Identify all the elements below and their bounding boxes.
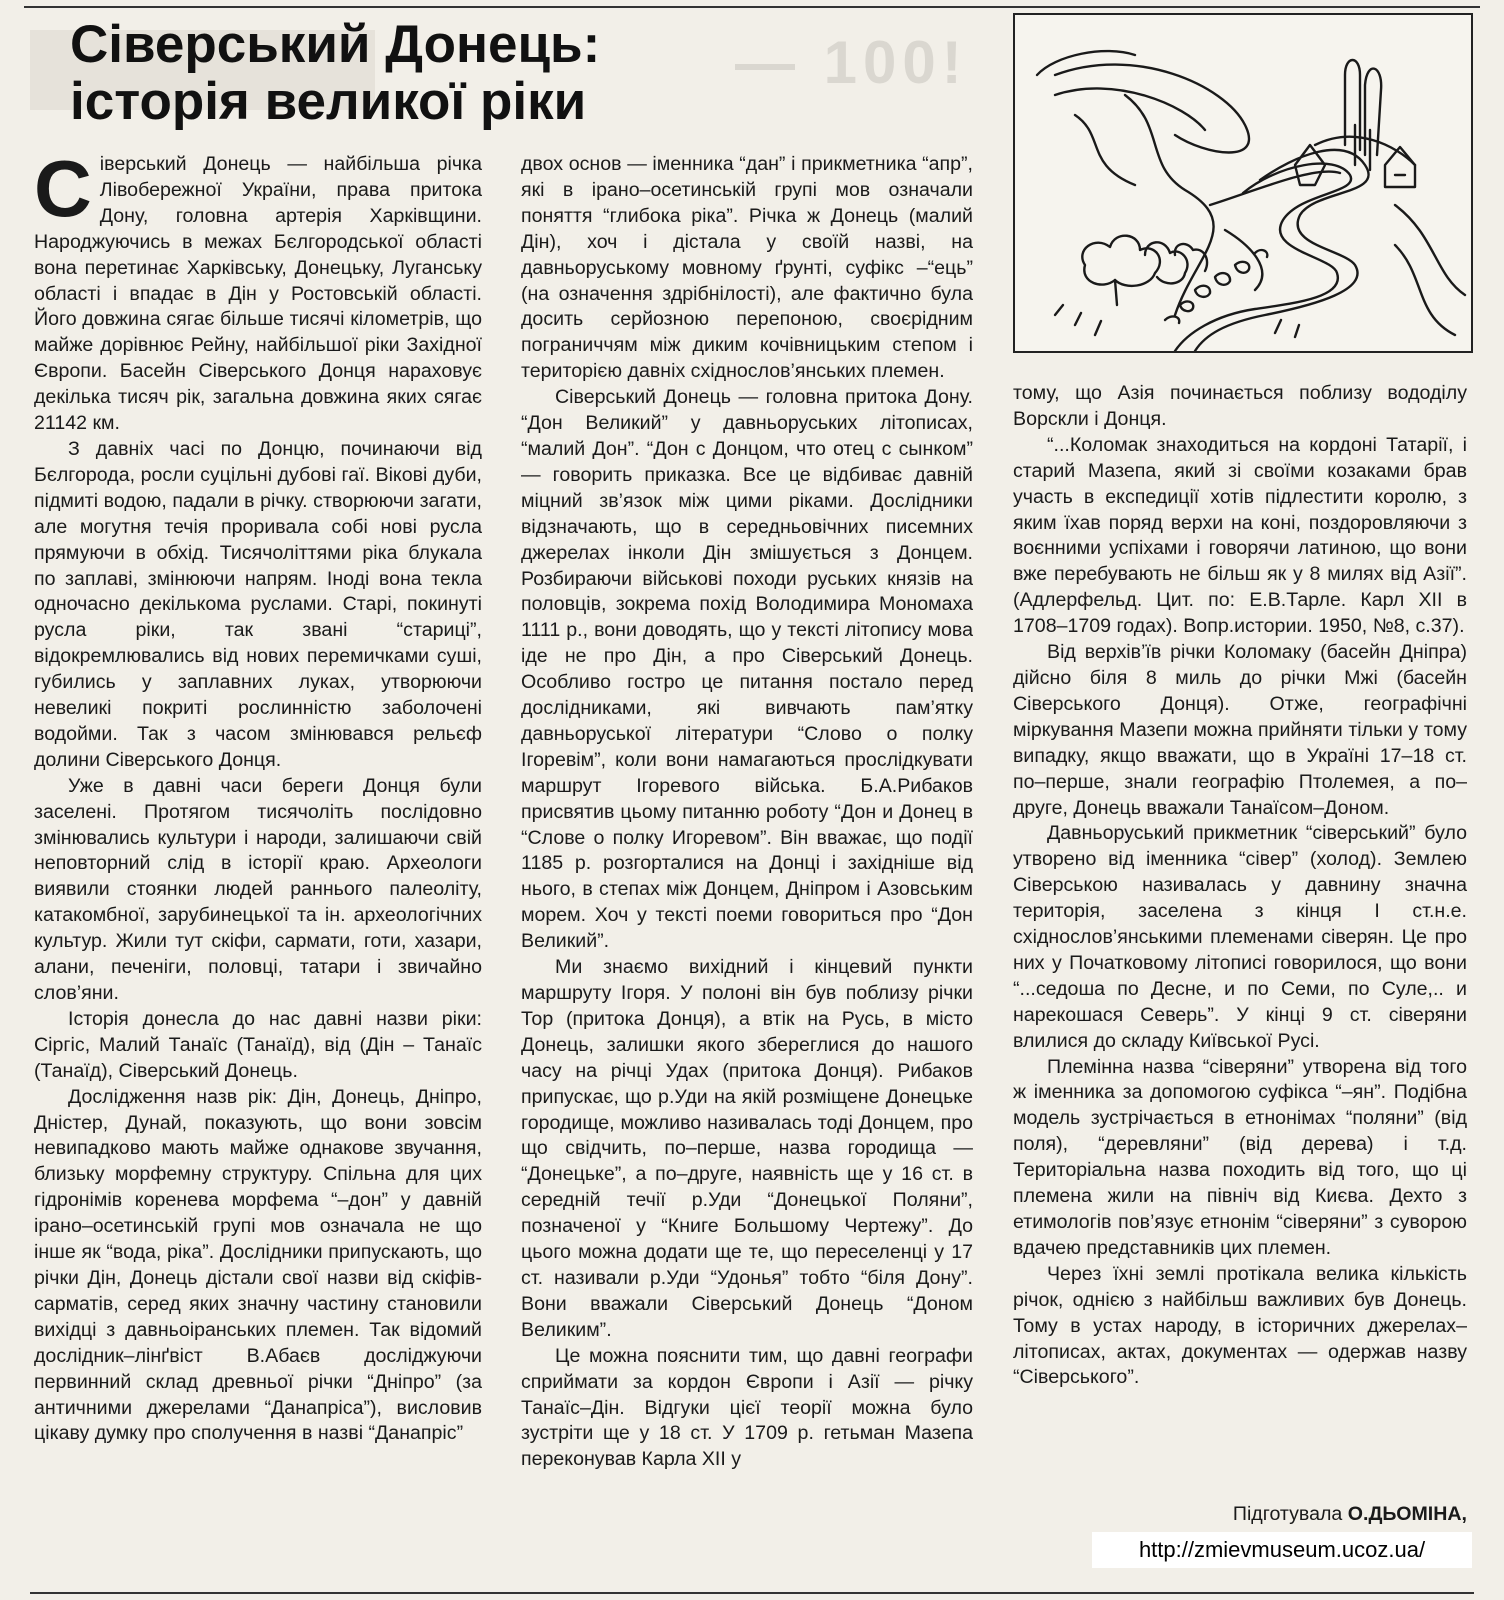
article-headline [70,16,730,130]
paragraph: Це можна пояснити тим, що давні географи сприймати за кордон Європи і Азії — річку Танаїс–Дін. Відгуки цієї теорії можна було зустріти ще у 18 ст. У 1709 р. гетьман Мазепа переконував Карла XII у [521,1344,973,1471]
bleed-through-heading: — 100! [735,29,968,96]
paragraph [34,144,482,437]
paragraph: Давньоруський прикметник “сіверський” було утворено від іменника “сівер” (холод). Землею Сіверською називалась у давнину значна територія, заселена з кінця I ст.н.е. східнослов’янськими племенами сіверян. Це про них у Початковому літописі говорилося, що вони “...седоша по Десне, и по Семи, по Суле,.. и нарекошася Северь”. У кінці 9 ст. сіверяни влилися до складу Київської Русі. [1013,822,1467,1052]
paragraph: Історія донесла до нас давні назви ріки: Сіргіс, Малий Танаїс (Танаїд), від (Дін – Танаїс (Танаїд), Сіверський Донець. [34,1007,482,1082]
paragraph: Сіверський Донець — головна притока Дону. “Дон Великий” у давньоруських літописах, “малий Дон”. “Дон с Донцом, что отец с сынком” — говорить приказка. Все це відбиває давній міцний зв’язок між цими ріками. Дослідники відзначають, що в середньовічних писемних джерелах інколи Дін змішується з Донцем. Розбираючи військові походи руських князів на половців, зокрема похід Володимира Мономаха 1111 р., вони доводять, що у тексті літопису мова іде не про Дін, а про Сіверський Донець. Особливо гостро це питання постало перед дослідниками, які вивчають пам’ятку давньоруської літератури “Слово о полку Ігоревім”, коли вони намагаються прослідкувати маршрут Ігоревого війська. Б.А.Рибаков присвятив цьому питанню роботу “Дон и Донец в “Слове о полку Игоревом”. Він вважає, що події 1185 р. розгорталися на Донці і західніше від нього, в степах між Донцем, Дніпром і Азовським морем. Хоч у тексті поеми говориться про “Дон Великий”. [521,386,973,953]
river-landscape-drawing-icon [1015,15,1471,351]
top-rule [24,6,1480,8]
paragraph: Від верхів’їв річки Коломаку (басейн Дніпра) дійсно біля 8 миль до річки Мжі (басейн Сіверського Донця). Отже, географічні міркування Мазепи можна прийняти тільки у тому випадку, якщо вважати, що в Україні 17–18 ст. по–перше, знали географію Птолемея, а по–друге, Донець вважали Танаїсом–Доном. [1013,641,1467,819]
paragraph: тому, що Азія починається поблизу вододілу Ворскли і Донця. [1013,382,1467,430]
article-column-2 [521,152,973,1473]
paragraph: Через їхні землі протікала велика кількість річок, однією з найбільш важливих був Донець. Тому в устах народу, в історичних джерелах–літописах, актах, документах — одержав назву “Сіверського”. [1013,1262,1467,1389]
headline-line-1: Сіверський Донець: [70,15,601,74]
drop-cap: С [34,144,92,233]
paragraph: двох основ — іменника “дан” і прикметника “апр”, які в ірано–осетинській групі мов означали поняття “глибока ріка”. Річка ж Донець (малий Дін), хоч і дістала у своїй назві, на давньоруському мовному ґрунті, суфікс –“ець” (на означення здрібнілості), але фактично була досить серйозною перепоною, своєрідним пограниччям між диким кочівницьким степом і територією давніх східнослов’янських племен. [521,153,973,383]
paragraph: Ми знаємо вихідний і кінцевий пункти маршруту Ігоря. У полоні він був поблизу річки Тор (притока Донця), а втік на Русь, в місто Донець, залишки якого збереглися до нашого часу на річці Удах (притока Донця). Рибаков припускає, що р.Уди на якій розміщене Донецьке городище, можливо називалась тоді Донцем, про що свідчить, по–перше, назва городища — “Донецьке”, а по–друге, наявність ще у 16 ст. в середній течії р.Уди “Донецької Поляни”, позначеної у “Книге Большому Чертежу”. До цього можна додати ще те, що переселенці у 17 ст. називали р.Уди “Удонья” тобто “біля Дону”. Вони вважали Сіверський Донець “Доном Великим”. [521,956,973,1341]
headline-line-2: історія великої ріки [70,72,587,131]
credit-prefix: Підготувала [1232,1503,1343,1525]
paragraph: Дослідження назв рік: Дін, Донець, Дніпро, Дністер, Дунай, показують, що вони зовсім невипадково мають майже однакове звучання, близьку морфемну структуру. Спільна для цих гідронімів коренева морфема “–дон” у давній ірано–осетинській групі мов означала не що інше як “вода, ріка”. Дослідники припускають, що річки Дін, Донець дістали свої назви від скіфів-сарматів, серед яких значну частину становили вихідці з давньоіранських племен. Так відомий дослідник–лінґвіст В.Абаєв досліджуючи первинний склад древньої річки “Дніпро” (за античними джерелами “Данапріса”), висловив цікаву думку про сполучення в назві “Данапріс” [34,1085,482,1445]
paragraph-text: іверський Донець — найбільша річка Лівобережної України, права притока Дону, головна артерія Харківщини. Народжуючись в межах Бєлгородської області вона перетинає Харківську, Донецьку, Луганську області і впадає в Дін у Ростовській області. Його довжина сягає більше тисячі кілометрів, що майже дорівнює Рейну, найбільшої ріки Західної Європи. Басейн Сіверського Донця нараховує декілька тисяч рік, загальна довжина яких сягає 21142 км. [34,153,482,435]
article-column-1 [34,144,482,1447]
paragraph: Уже в давні часи береги Донця були заселені. Протягом тисячоліть послідовно змінювались культури і народи, залишаючи свій неповторний слід в історії краю. Археологи виявили стоянки людей раннього палеоліту, катакомбної, зарубинецької та ін. археологічних культур. Жили тут скіфи, сармати, готи, хазари, алани, печеніги, половці, татари і звичайно слов’яни. [34,774,482,1004]
watermark-url: http://zmievmuseum.ucoz.ua/ [1092,1532,1472,1568]
bottom-rule [30,1592,1474,1594]
paragraph: Племінна назва “сіверяни” утворена від того ж іменника за допомогою суфікса “–ян”. Подібна модель зустрічається в етнонімах “поляни” (від поля), “деревляни” (від дерева) і т.д. Територіальна назва походить від того, що ці племена жили на північ від Києва. Дехто з етимологів пов’язує етнонім “сіверяни” з суворою вдачею представників цих племен. [1013,1055,1467,1259]
credit-author: О.ДЬОМІНА, [1347,1503,1467,1525]
paragraph: “...Коломак знаходиться на кордоні Татарії, і старий Мазепа, який зі своїми козаками брав участь в експедиції хотів підлестити королю, з яким їхав поряд верхи на коні, поздоровляючи з воєнними успіхами і говорячи латиною, що вони вже перебувають не більш як у 8 милях від Азії”. (Адлерфельд. Цит. по: Е.В.Тарле. Карл XII в 1708–1709 годах). Вопр.истории. 1950, №8, с.37). [1013,433,1467,638]
author-credit [1013,1502,1467,1526]
river-illustration [1013,13,1473,353]
paragraph: З давніх часі по Донцю, починаючи від Бєлгорода, росли суцільні дубові гаї. Вікові дуби, підмиті водою, падали в річку. створюючи загати, але могутня течія проривала собі нові русла прямуючи в обхід. Тисячоліттями ріка блукала по заплаві, змінюючи напрям. Іноді вона текла одночасно декількома руслами. Старі, покинуті русла ріки, так звані “стариці”, відокремлювались від нових перемичками суші, губились у заплавних луках, утворюючи невеликі покриті рослинністю заболочені водойми. Так з часом змінювався рельєф долини Сіверського Донця. [34,437,482,771]
article-column-3 [1013,381,1467,1391]
